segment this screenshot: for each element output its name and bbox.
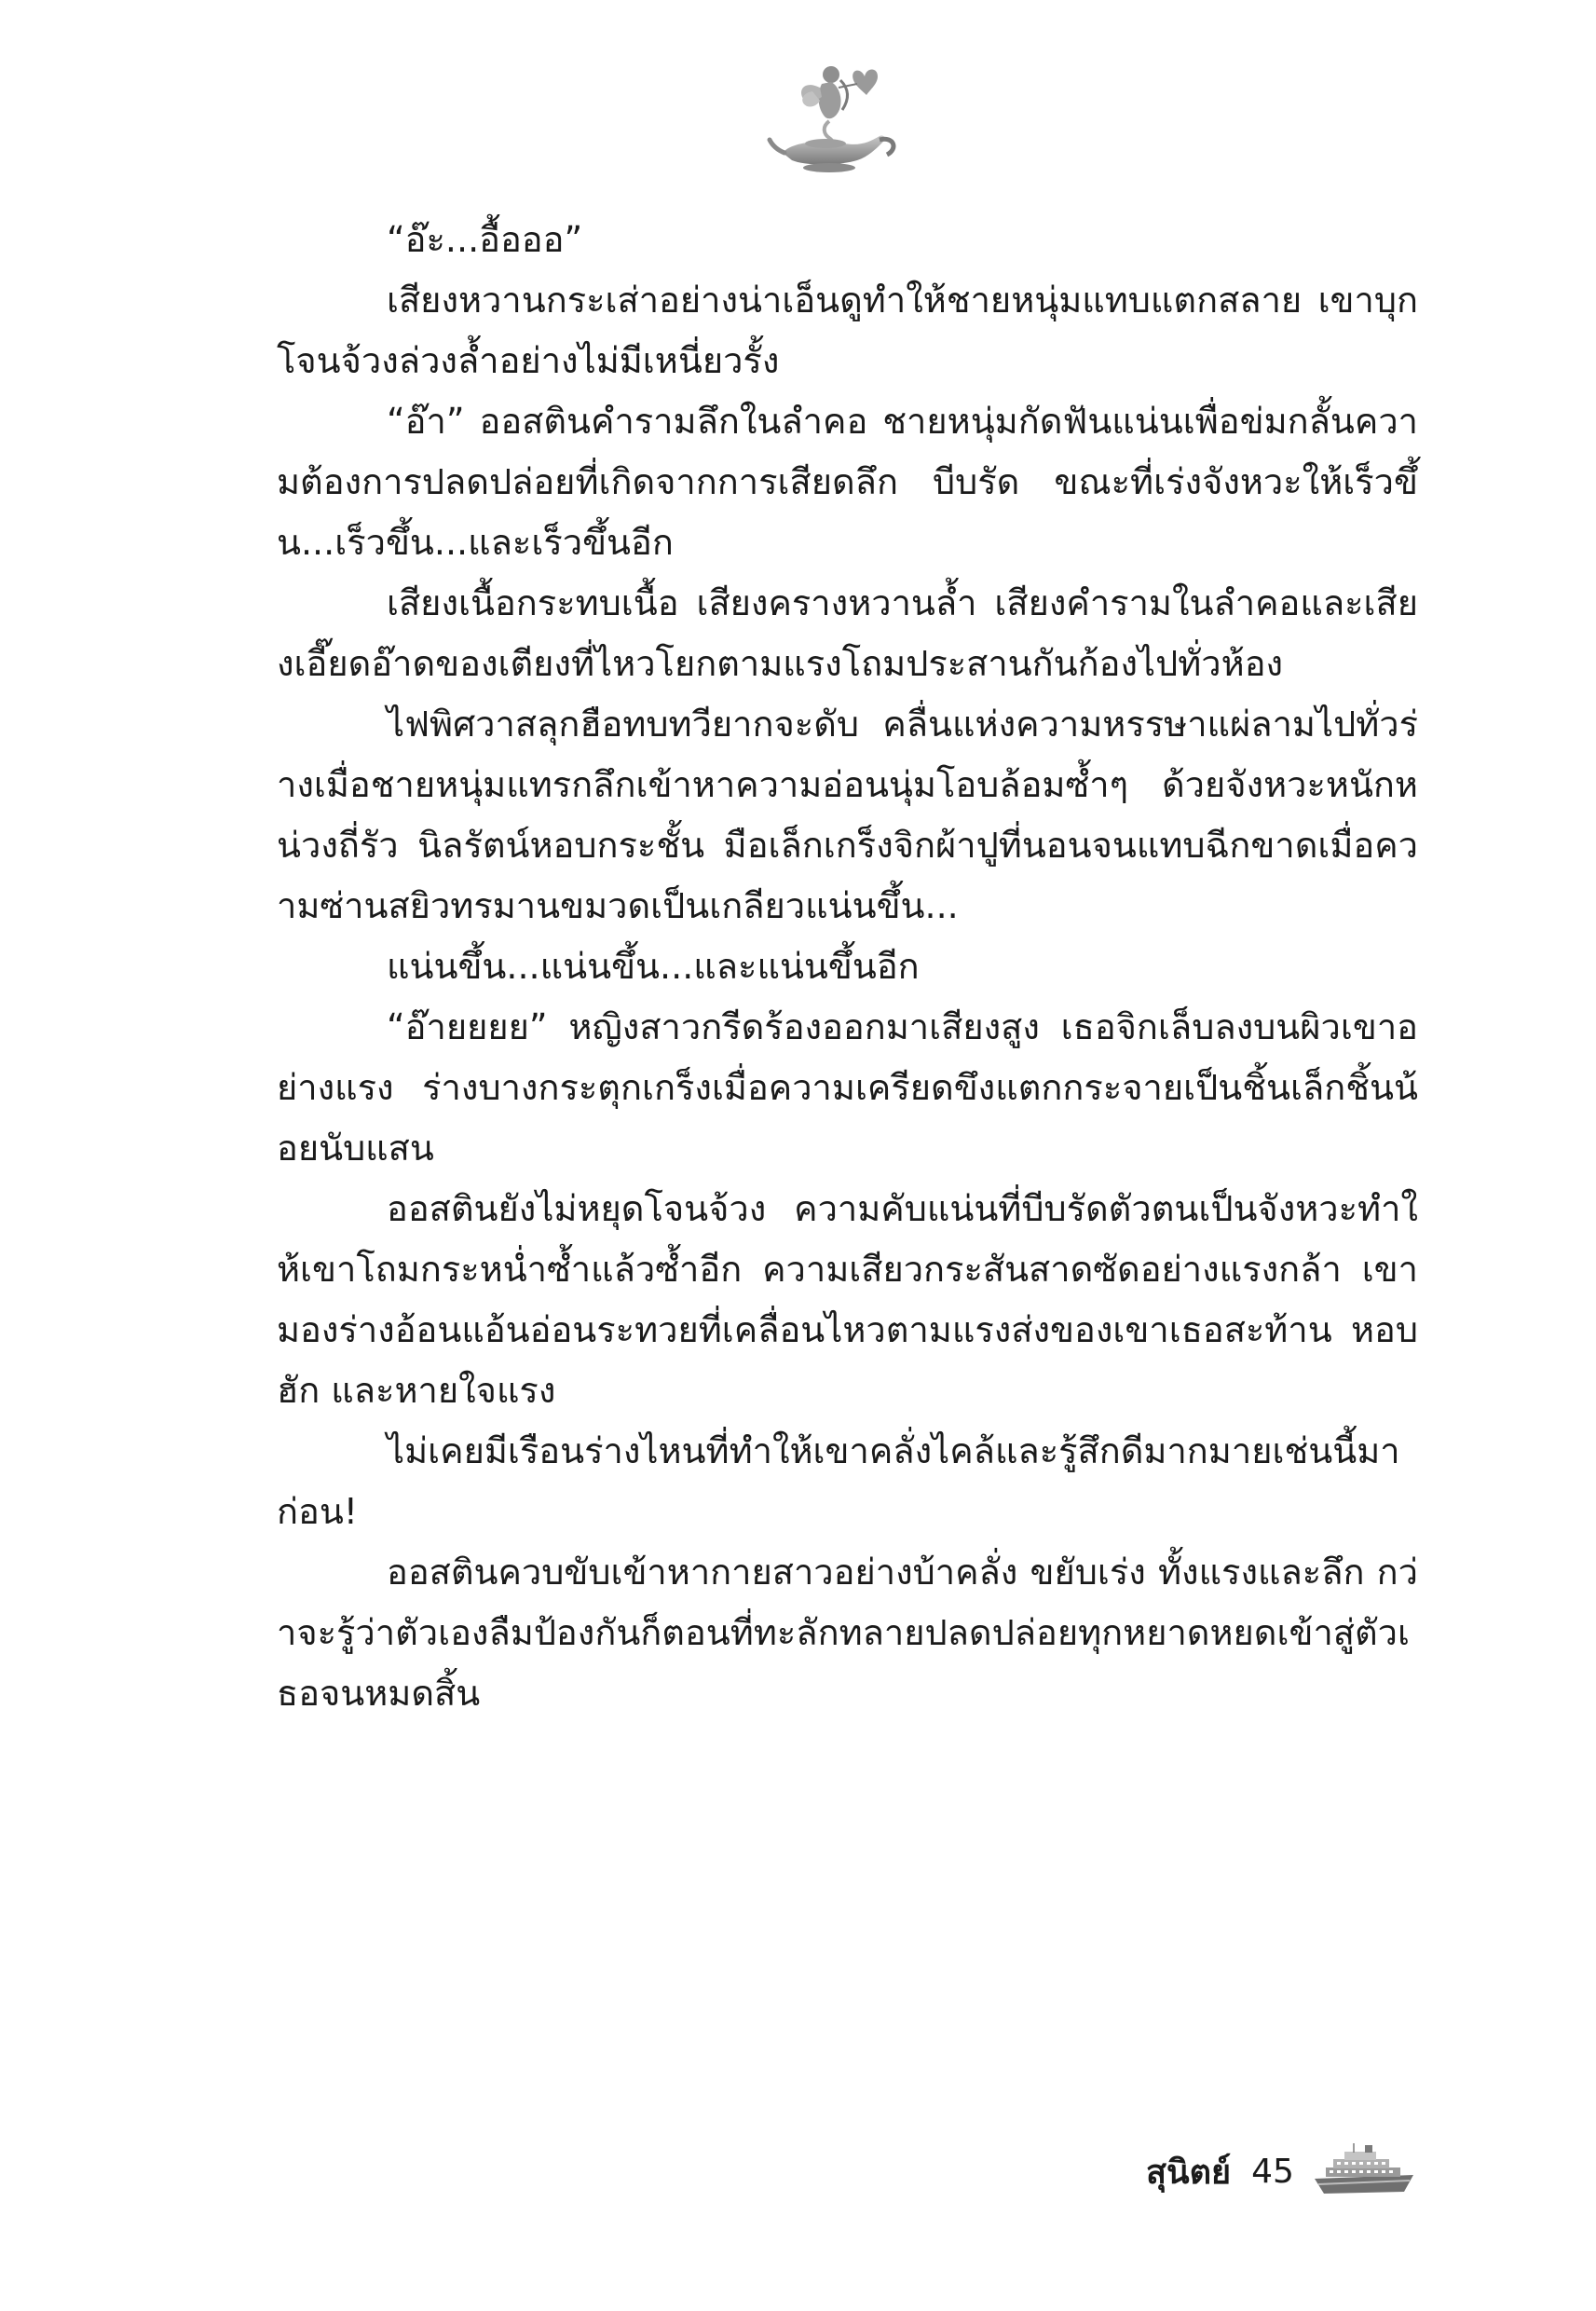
page-body xyxy=(277,210,1418,1724)
cupid-genie-lamp-icon xyxy=(764,56,904,177)
paragraph: ออสตินควบขับเข้าหากายสาวอย่างบ้าคลั่ง ขยับเร่ง ทั้งแรงและลึก กว่าจะรู้ว่าตัวเองลืมป้องกันก็ตอนที่ทะลักทลายปลดปล่อยทุกหยาดหยดเข้าสู่ตัวเธอจนหมดสิ้น xyxy=(277,1552,1418,1714)
paragraph: แน่นขึ้น...แน่นขึ้น...และแน่นขึ้นอีก xyxy=(387,946,920,987)
paragraph: “อ๊ายยยย” หญิงสาวกรีดร้องออกมาเสียงสูง เธอจิกเล็บลงบนผิวเขาอย่างแรง ร่างบางกระตุกเกร็งเมื่อความเครียดขึงแตกกระจายเป็นชิ้นเล็กชิ้นน้อยนับแสน xyxy=(277,1006,1418,1169)
running-footer-title: สุนิตย์ xyxy=(1146,2153,1232,2192)
paragraph: “อ๊ะ...อื้อออ” xyxy=(387,219,583,260)
paragraph: เสียงเนื้อกระทบเนื้อ เสียงครางหวานล้ำ เสียงคำรามในลำคอและเสียงเอี๊ยดอ๊าดของเตียงที่ไหวโยกตามแรงโถมประสานกันก้องไปทั่วห้อง xyxy=(277,582,1418,684)
paragraph: ออสตินยังไม่หยุดโจนจ้วง ความคับแน่นที่บีบรัดตัวตนเป็นจังหวะทำให้เขาโถมกระหน่ำซ้ำแล้วซ้ำอีก ความเสียวกระสันสาดซัดอย่างแรงกล้า เขามองร่างอ้อนแอ้นอ่อนระทวยที่เคลื่อนไหวตามแรงส่งของเขาเธอสะท้าน หอบฮัก และหายใจแรง xyxy=(277,1188,1418,1411)
page-footer xyxy=(1146,2139,1481,2204)
paragraph: ไม่เคยมีเรือนร่างไหนที่ทำให้เขาคลั่งไคล้และรู้สึกดีมากมายเช่นนี้มาก่อน! xyxy=(277,1430,1400,1532)
paragraph: “อ๊า” ออสตินคำรามลึกในลำคอ ชายหนุ่มกัดฟันแน่นเพื่อข่มกลั้นความต้องการปลดปล่อยที่เกิดจากการเสียดลึก บีบรัด ขณะที่เร่งจังหวะให้เร็วขึ้น...เร็วขึ้น...และเร็วขึ้นอีก xyxy=(277,401,1418,563)
paragraph: เสียงหวานกระเส่าอย่างน่าเอ็นดูทำให้ชายหนุ่มแทบแตกสลาย เขาบุกโจนจ้วงล่วงล้ำอย่างไม่มีเหนี่ยวรั้ง xyxy=(277,280,1418,381)
page-number: 45 xyxy=(1251,2152,1294,2191)
paragraph: ไฟพิศวาสลุกฮือทบทวียากจะดับ คลื่นแห่งความหรรษาแผ่ลามไปทั่วร่างเมื่อชายหนุ่มแทรกลึกเข้าหาความอ่อนนุ่มโอบล้อมซ้ำๆ ด้วยจังหวะหนักหน่วงถี่รัว นิลรัตน์หอบกระชั้น มือเล็กเกร็งจิกผ้าปูที่นอนจนแทบฉีกขาดเมื่อความซ่านสยิวทรมานขมวดเป็นเกลียวแน่นขึ้น... xyxy=(277,704,1418,926)
cruise-ship-icon xyxy=(1313,2143,1415,2199)
